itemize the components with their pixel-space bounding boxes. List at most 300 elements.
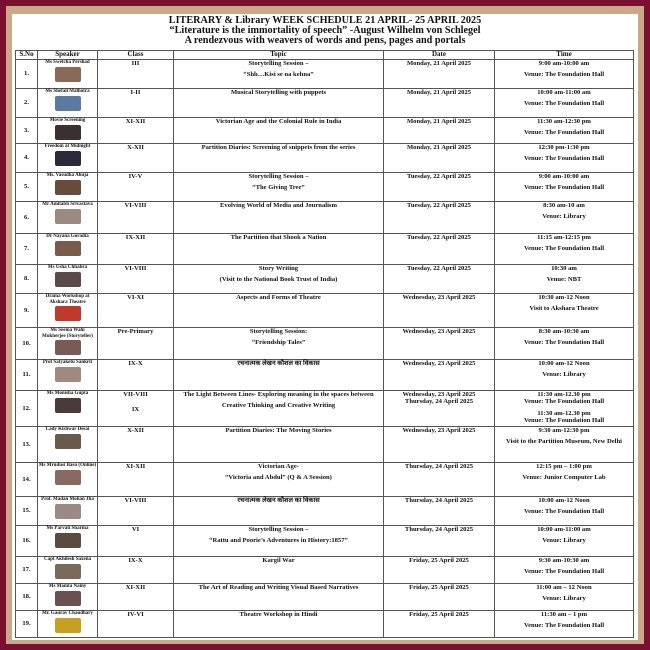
sno-value: 5. bbox=[24, 183, 29, 191]
speaker-cell bbox=[38, 328, 98, 360]
col-topic: Topic bbox=[174, 51, 384, 60]
time-value: 11:30 am – 1 pm bbox=[540, 611, 588, 618]
topic-cell bbox=[174, 89, 384, 118]
class-cell bbox=[98, 584, 174, 611]
speaker-name: Ms Parvati Sharma bbox=[46, 526, 89, 531]
date-cell bbox=[384, 294, 495, 328]
date-value: Friday, 25 April 2025 bbox=[409, 611, 469, 618]
sno-cell bbox=[16, 89, 38, 118]
date-value: Friday, 25 April 2025 bbox=[409, 584, 469, 591]
table-row bbox=[16, 391, 634, 427]
speaker-name: Ms Usha Chhabra bbox=[47, 265, 88, 270]
venue-value: Venue: The Foundation Hall bbox=[523, 622, 605, 630]
sno-value: 8. bbox=[24, 275, 29, 283]
topic-cell bbox=[174, 557, 384, 584]
topic-line-1: Storytelling Session – bbox=[248, 60, 309, 67]
table-row bbox=[16, 89, 634, 118]
time-value: 11:15 am-12:15 pm bbox=[537, 234, 591, 241]
time-cell bbox=[495, 202, 634, 234]
sno-cell bbox=[16, 360, 38, 391]
speaker-photo bbox=[55, 180, 81, 195]
table-row bbox=[16, 557, 634, 584]
date-value-2: Thursday, 24 April 2025 bbox=[404, 398, 474, 406]
time-value: 12:30 pm-1:30 pm bbox=[538, 144, 590, 151]
speaker-name: Drama Workshop at Akshara Theatre bbox=[45, 294, 90, 305]
class-value: X-XII bbox=[127, 144, 144, 151]
date-cell bbox=[384, 234, 495, 265]
date-value: Wednesday, 23 April 2025 bbox=[402, 328, 476, 335]
header-quote: “Literature is the immortality of speech” -August Wilhelm von Schlegel bbox=[169, 25, 481, 36]
sno-value: 14. bbox=[22, 475, 31, 483]
col-speaker: Speaker bbox=[38, 51, 98, 60]
class-cell bbox=[98, 265, 174, 294]
col-sno: S.No bbox=[16, 51, 38, 60]
table-row bbox=[16, 328, 634, 360]
date-value: Friday, 25 April 2025 bbox=[409, 557, 469, 564]
date-cell bbox=[384, 526, 495, 557]
topic-cell bbox=[174, 427, 384, 463]
speaker-photo bbox=[55, 241, 81, 256]
topic-line-1: The Art of Reading and Writing Visual Based Narratives bbox=[198, 584, 359, 591]
sno-cell bbox=[16, 557, 38, 584]
sno-cell bbox=[16, 526, 38, 557]
topic-line-1: The Light Between Lines- Exploring meaning in the spaces between bbox=[183, 391, 374, 398]
table-row bbox=[16, 173, 634, 202]
speaker-photo bbox=[55, 306, 81, 321]
speaker-photo bbox=[55, 533, 81, 548]
speaker-cell bbox=[38, 294, 98, 328]
speaker-name: Ms Mamta Nainy bbox=[48, 584, 87, 589]
topic-cell bbox=[174, 463, 384, 497]
time-value-2: 11:30 am-12.30 pm bbox=[537, 409, 591, 417]
time-value: 12:15 pm – 1:00 pm bbox=[536, 463, 592, 470]
date-cell bbox=[384, 118, 495, 144]
speaker-photo bbox=[55, 618, 81, 633]
date-cell bbox=[384, 584, 495, 611]
sno-value: 11. bbox=[22, 371, 31, 379]
date-value: Wednesday, 23 April 2025 bbox=[402, 360, 476, 367]
date-value: Tuesday, 22 April 2025 bbox=[407, 202, 471, 209]
date-value: Tuesday, 22 April 2025 bbox=[407, 265, 471, 272]
header-subtitle: A rendezvous with weavers of words and pens, pages and portals bbox=[184, 35, 466, 46]
topic-line-1: रचनात्मक लेखन कौशल का विकास bbox=[237, 360, 320, 367]
speaker-name: Dr Nayana Goradia bbox=[46, 234, 89, 239]
topic-line-1: Partition Diaries: Screening of snippets from the series bbox=[201, 144, 356, 151]
date-cell bbox=[384, 89, 495, 118]
class-value: Pre-Primary bbox=[117, 328, 154, 335]
time-cell bbox=[495, 391, 634, 427]
speaker-cell bbox=[38, 427, 98, 463]
class-value: XI-XII bbox=[125, 584, 146, 591]
class-cell bbox=[98, 173, 174, 202]
table-row bbox=[16, 463, 634, 497]
topic-line-1: Partition Diaries: The Moving Stories bbox=[225, 427, 332, 434]
table-row bbox=[16, 360, 634, 391]
topic-line-1: Kargil War bbox=[262, 557, 295, 564]
date-value: Thursday, 24 April 2025 bbox=[404, 526, 474, 533]
speaker-cell bbox=[38, 202, 98, 234]
speaker-cell bbox=[38, 526, 98, 557]
time-value: 9:30 am-12:30 pm bbox=[538, 427, 590, 434]
topic-line-2: (Visit to the National Book Trust of India) bbox=[219, 276, 338, 284]
speaker-photo bbox=[55, 340, 81, 355]
time-cell bbox=[495, 557, 634, 584]
speaker-name: Ms Swetcha Pershad bbox=[45, 60, 90, 65]
sno-value: 17. bbox=[22, 566, 31, 574]
class-cell bbox=[98, 294, 174, 328]
date-cell bbox=[384, 497, 495, 526]
sno-cell bbox=[16, 584, 38, 611]
col-time: Time bbox=[495, 51, 634, 60]
date-value: Wednesday, 23 April 2025 bbox=[402, 294, 476, 301]
topic-line-1: Theatre Workshop in Hindi bbox=[239, 611, 318, 618]
venue-value: Venue: The Foundation Hall bbox=[523, 245, 605, 253]
time-cell bbox=[495, 144, 634, 173]
table-row bbox=[16, 265, 634, 294]
date-cell bbox=[384, 173, 495, 202]
speaker-photo bbox=[55, 96, 81, 111]
schedule-header bbox=[12, 14, 638, 46]
sno-value: 1. bbox=[24, 70, 29, 78]
sno-value: 12. bbox=[22, 404, 31, 412]
time-cell bbox=[495, 328, 634, 360]
class-cell bbox=[98, 202, 174, 234]
sno-cell bbox=[16, 118, 38, 144]
topic-cell bbox=[174, 234, 384, 265]
sno-cell bbox=[16, 294, 38, 328]
class-cell bbox=[98, 611, 174, 638]
venue-value: Venue: Junior Computer Lab bbox=[522, 474, 606, 482]
topic-line-1: Story Writing bbox=[258, 265, 299, 272]
date-cell bbox=[384, 463, 495, 497]
speaker-cell bbox=[38, 557, 98, 584]
class-cell bbox=[98, 89, 174, 118]
class-value: VII-VIII bbox=[123, 391, 148, 398]
table-row bbox=[16, 427, 634, 463]
venue-value: Venue: The Foundation Hall bbox=[523, 71, 605, 79]
class-cell bbox=[98, 118, 174, 144]
speaker-name: Lady Kishwar Desai bbox=[45, 427, 90, 432]
class-cell bbox=[98, 328, 174, 360]
date-value: Monday, 21 April 2025 bbox=[406, 89, 472, 96]
time-cell bbox=[495, 360, 634, 391]
speaker-photo bbox=[55, 591, 81, 606]
time-cell bbox=[495, 118, 634, 144]
sno-cell bbox=[16, 328, 38, 360]
sno-value: 7. bbox=[24, 245, 29, 253]
class-value: VI bbox=[131, 526, 140, 533]
venue-value: Venue: The Foundation Hall bbox=[523, 508, 605, 516]
date-cell bbox=[384, 265, 495, 294]
speaker-cell bbox=[38, 497, 98, 526]
class-value: III bbox=[131, 60, 140, 67]
topic-cell bbox=[174, 294, 384, 328]
time-value: 10:00 am-11:00 am bbox=[537, 89, 591, 96]
topic-line-1: Victorian Age- bbox=[258, 463, 299, 470]
time-value: 11:30 am-12.30 pm bbox=[537, 391, 591, 398]
topic-line-1: Aspects and Forms of Theatre bbox=[236, 294, 321, 301]
sno-cell bbox=[16, 144, 38, 173]
time-value: 10:00 am-12 Noon bbox=[538, 360, 590, 367]
date-value: Monday, 21 April 2025 bbox=[406, 118, 472, 125]
sno-cell bbox=[16, 265, 38, 294]
venue-value-2: Venue: The Foundation Hall bbox=[523, 417, 605, 425]
time-cell bbox=[495, 463, 634, 497]
speaker-photo bbox=[55, 367, 81, 382]
venue-value: Venue: The Foundation Hall bbox=[523, 339, 605, 347]
venue-value: Venue: NBT bbox=[546, 276, 582, 284]
date-cell bbox=[384, 60, 495, 89]
date-cell bbox=[384, 144, 495, 173]
topic-cell bbox=[174, 202, 384, 234]
class-value: VI-VIII bbox=[124, 497, 147, 504]
time-value: 9:00 am-10:00 am bbox=[538, 173, 590, 180]
time-cell bbox=[495, 611, 634, 638]
time-cell bbox=[495, 234, 634, 265]
table-row bbox=[16, 144, 634, 173]
class-cell bbox=[98, 144, 174, 173]
sno-value: 19. bbox=[22, 620, 31, 628]
venue-value: Venue: Library bbox=[542, 537, 586, 545]
speaker-cell bbox=[38, 463, 98, 497]
speaker-name: Freedom at Midnight bbox=[44, 144, 91, 149]
speaker-cell bbox=[38, 118, 98, 144]
table-row bbox=[16, 234, 634, 265]
venue-value: Venue: Library bbox=[542, 595, 586, 603]
topic-line-1: The Partition that Shook a Nation bbox=[230, 234, 327, 241]
topic-cell bbox=[174, 60, 384, 89]
class-cell bbox=[98, 360, 174, 391]
class-value: IX-XII bbox=[125, 234, 146, 241]
topic-line-2: “Victoria and Abdul” (Q & A Session) bbox=[225, 474, 332, 482]
speaker-name: Prof Satyaketu Sankrit bbox=[42, 360, 93, 365]
speaker-cell bbox=[38, 234, 98, 265]
topic-line-2: “Friendship Tales” bbox=[251, 339, 306, 347]
time-value: 9:00 am-10:00 am bbox=[538, 60, 590, 67]
time-cell bbox=[495, 427, 634, 463]
topic-cell bbox=[174, 360, 384, 391]
date-value: Thursday, 24 April 2025 bbox=[404, 497, 474, 504]
topic-cell bbox=[174, 328, 384, 360]
topic-line-1: रचनात्मक लेखन कौशल का विकास bbox=[237, 497, 320, 504]
table-row bbox=[16, 118, 634, 144]
sno-value: 16. bbox=[22, 537, 31, 545]
speaker-cell bbox=[38, 173, 98, 202]
speaker-cell bbox=[38, 144, 98, 173]
speaker-photo bbox=[55, 151, 81, 166]
table-row bbox=[16, 497, 634, 526]
time-value: 11:00 am – 12 Noon bbox=[536, 584, 592, 591]
speaker-name: Ms. Vasudha Ahuja bbox=[46, 173, 89, 178]
class-cell bbox=[98, 234, 174, 265]
time-value: 8:30 am-10:30 am bbox=[538, 328, 590, 335]
time-cell bbox=[495, 497, 634, 526]
speaker-photo bbox=[55, 67, 81, 82]
class-value: IX-X bbox=[128, 557, 143, 564]
class-value: VI-XI bbox=[127, 294, 144, 301]
venue-value: Venue: Library bbox=[542, 371, 586, 379]
table-header-row bbox=[16, 51, 634, 60]
topic-cell bbox=[174, 173, 384, 202]
date-cell bbox=[384, 427, 495, 463]
date-cell bbox=[384, 611, 495, 638]
topic-line-2: Creative Thinking and Creative Writing bbox=[221, 402, 336, 410]
sno-value: 2. bbox=[24, 99, 29, 107]
class-cell bbox=[98, 497, 174, 526]
table-row bbox=[16, 611, 634, 638]
time-value: 10:00 am-11:00 am bbox=[537, 526, 591, 533]
date-value: Monday, 21 April 2025 bbox=[406, 60, 472, 67]
speaker-photo bbox=[55, 504, 81, 519]
sno-cell bbox=[16, 427, 38, 463]
venue-value: Venue: The Foundation Hall bbox=[523, 155, 605, 163]
venue-value: Visit to the Partition Museum, New Delhi bbox=[505, 438, 623, 446]
sno-value: 9. bbox=[24, 306, 29, 314]
topic-line-1: Storytelling Session: bbox=[249, 328, 308, 335]
speaker-name: Ms Shefali Malhotra bbox=[45, 89, 90, 94]
class-value: XI-XII bbox=[125, 118, 146, 125]
speaker-cell bbox=[38, 611, 98, 638]
speaker-name: Mr. Gaurav Chaudhary bbox=[41, 611, 94, 616]
date-cell bbox=[384, 360, 495, 391]
date-value: Thursday, 24 April 2025 bbox=[404, 463, 474, 470]
time-cell bbox=[495, 526, 634, 557]
speaker-photo bbox=[55, 470, 81, 485]
class-value: IV-VI bbox=[127, 611, 144, 618]
table-row bbox=[16, 526, 634, 557]
sno-cell bbox=[16, 60, 38, 89]
time-cell bbox=[495, 89, 634, 118]
venue-value: Venue: The Foundation Hall bbox=[523, 568, 605, 576]
time-cell bbox=[495, 173, 634, 202]
time-value: 10:30 am bbox=[551, 265, 577, 272]
table-row bbox=[16, 60, 634, 89]
class-value: X-XII bbox=[127, 427, 144, 434]
time-value: 9:30 am-10:30 am bbox=[538, 557, 590, 564]
class-value: IV-V bbox=[128, 173, 143, 180]
class-value: IX-X bbox=[128, 360, 143, 367]
speaker-name: Ms Mrudusi Basu (Online) bbox=[38, 463, 97, 468]
speaker-name: Prof. Madan Mohan Jha bbox=[41, 497, 94, 502]
sno-cell bbox=[16, 497, 38, 526]
sno-value: 6. bbox=[24, 213, 29, 221]
topic-cell bbox=[174, 391, 384, 427]
class-value-2: IX bbox=[131, 406, 140, 414]
class-value: VI-VIII bbox=[124, 202, 147, 209]
header-title: LITERARY & Library WEEK SCHEDULE 21 APRIL- 25 APRIL 2025 bbox=[168, 15, 482, 26]
date-cell bbox=[384, 391, 495, 427]
sno-cell bbox=[16, 463, 38, 497]
class-cell bbox=[98, 463, 174, 497]
topic-cell bbox=[174, 118, 384, 144]
venue-value: Visit to Akshara Theatre bbox=[529, 305, 599, 313]
date-cell bbox=[384, 328, 495, 360]
topic-cell bbox=[174, 144, 384, 173]
speaker-name: Mr Amitabh Srivastava bbox=[42, 202, 93, 207]
speaker-photo bbox=[55, 564, 81, 579]
sno-cell bbox=[16, 202, 38, 234]
sno-value: 3. bbox=[24, 126, 29, 134]
topic-cell bbox=[174, 526, 384, 557]
venue-value: Venue: The Foundation Hall bbox=[523, 184, 605, 192]
sno-value: 4. bbox=[24, 154, 29, 162]
date-cell bbox=[384, 202, 495, 234]
col-class: Class bbox=[98, 51, 174, 60]
speaker-name: Ms Seema Wahi Mukherjee (Storyteller) bbox=[42, 328, 93, 339]
topic-line-1: Storytelling Session – bbox=[248, 173, 309, 180]
speaker-cell bbox=[38, 360, 98, 391]
topic-line-1: Evolving World of Media and Journalism bbox=[220, 202, 337, 209]
time-cell bbox=[495, 294, 634, 328]
sno-value: 15. bbox=[22, 507, 31, 515]
venue-value: Venue: The Foundation Hall bbox=[523, 100, 605, 108]
time-value: 8:30 am-10 am bbox=[543, 202, 585, 209]
time-cell bbox=[495, 265, 634, 294]
topic-cell bbox=[174, 265, 384, 294]
speaker-cell bbox=[38, 60, 98, 89]
venue-value: Venue: The Foundation Hall bbox=[523, 398, 605, 406]
time-value: 10:30 am-12 Noon bbox=[538, 294, 590, 301]
class-cell bbox=[98, 427, 174, 463]
speaker-name: Ms Monisha Gupta bbox=[46, 391, 89, 396]
class-cell bbox=[98, 391, 174, 427]
speaker-cell bbox=[38, 265, 98, 294]
class-cell bbox=[98, 526, 174, 557]
date-cell bbox=[384, 557, 495, 584]
table-row bbox=[16, 202, 634, 234]
time-value: 11:30 am-12:30 pm bbox=[537, 118, 591, 125]
class-value: VI-VIII bbox=[124, 265, 147, 272]
date-value: Tuesday, 22 April 2025 bbox=[407, 173, 471, 180]
time-value: 10:00 am-12 Noon bbox=[538, 497, 590, 504]
date-value: Wednesday, 23 April 2025 bbox=[402, 427, 476, 434]
table-row bbox=[16, 294, 634, 328]
speaker-cell bbox=[38, 584, 98, 611]
speaker-photo bbox=[55, 209, 81, 224]
topic-cell bbox=[174, 584, 384, 611]
schedule-table bbox=[15, 50, 634, 638]
time-cell bbox=[495, 60, 634, 89]
sno-value: 18. bbox=[22, 593, 31, 601]
sno-value: 10. bbox=[22, 339, 31, 347]
topic-line-1: Storytelling Session – bbox=[248, 526, 309, 533]
speaker-photo bbox=[55, 398, 81, 413]
topic-line-1: Victorian Age and the Colonial Rule in India bbox=[215, 118, 342, 125]
table-row bbox=[16, 584, 634, 611]
speaker-cell bbox=[38, 391, 98, 427]
speaker-photo bbox=[55, 125, 81, 140]
class-cell bbox=[98, 557, 174, 584]
class-cell bbox=[98, 60, 174, 89]
venue-value: Venue: Library bbox=[542, 213, 586, 221]
speaker-cell bbox=[38, 89, 98, 118]
class-value: XI-XII bbox=[125, 463, 146, 470]
class-value: I-II bbox=[130, 89, 141, 96]
speaker-photo bbox=[55, 272, 81, 287]
sno-cell bbox=[16, 391, 38, 427]
topic-line-2: “Shh…Kisi se na kehna” bbox=[243, 71, 314, 79]
date-value: Tuesday, 22 April 2025 bbox=[407, 234, 471, 241]
speaker-name: Capt Akhilesh Saxena bbox=[44, 557, 91, 562]
time-cell bbox=[495, 584, 634, 611]
speaker-photo bbox=[55, 434, 81, 449]
date-value: Wednesday, 23 April 2025 bbox=[402, 391, 476, 398]
col-date: Date bbox=[384, 51, 495, 60]
topic-cell bbox=[174, 611, 384, 638]
topic-line-2: “Rattu and Poorie’s Adventures in History:1857” bbox=[209, 537, 348, 545]
sno-cell bbox=[16, 173, 38, 202]
sno-cell bbox=[16, 611, 38, 638]
